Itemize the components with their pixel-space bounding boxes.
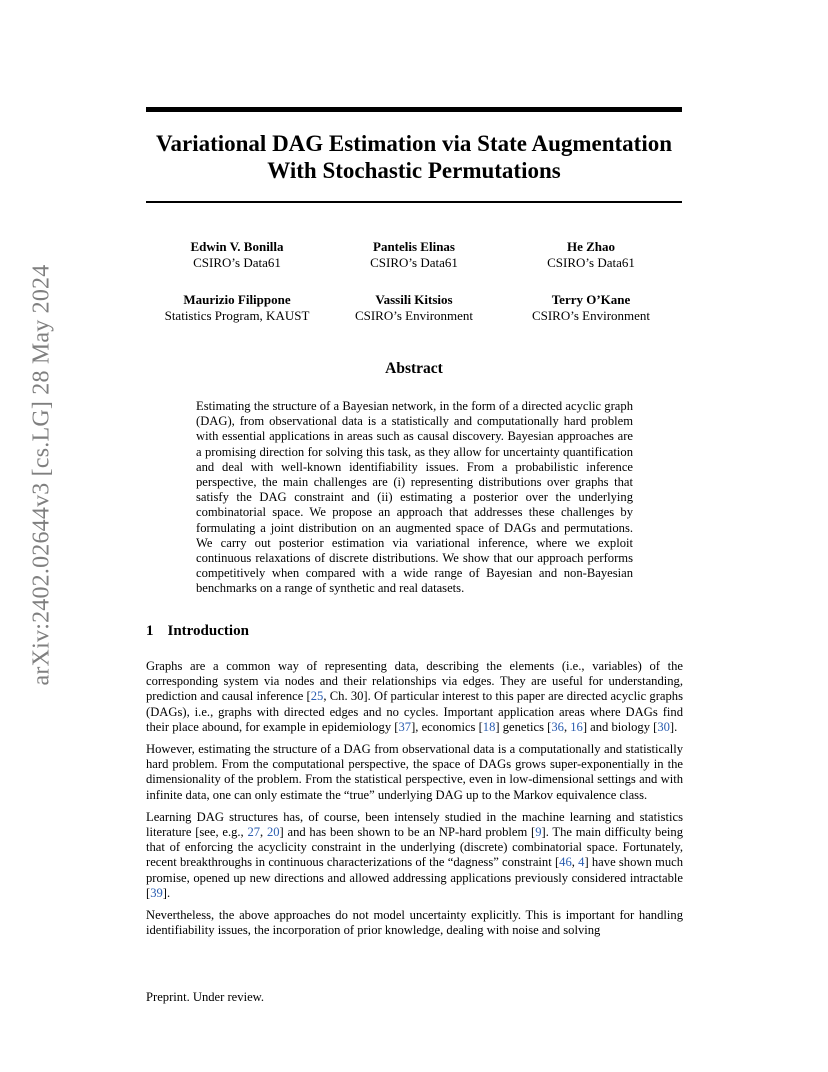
section-heading (146, 623, 249, 640)
text-run: , Ch. 30]. Of particular interest to this paper are directed acyclic graphs (DAGs), i.e., graphs with directed edges and no cycles. Important application areas where DAGs find their place abound, for example in epidemiology [ (146, 689, 683, 734)
author-affiliation: CSIRO’s Environment (354, 308, 474, 323)
author-block (146, 239, 682, 324)
author-affiliation: CSIRO’s Data61 (370, 255, 458, 270)
text-run: ]. The main difficulty being that of enforcing the acyclicity constraint in the underlying (discrete) combinatorial space. Fortunately, recent breakthroughs in continuous characterizations of the “dagness” constraint [ (146, 825, 684, 870)
text-run: ] and has been shown to be an NP-hard problem [ (279, 825, 536, 840)
author-entry (328, 239, 500, 271)
text-run: , (563, 719, 571, 734)
abstract-text: Estimating the structure of a Bayesian network, in the form of a directed acyclic graph (DAG), from observational data is a statistically and computationally hard problem with essential applications in areas such as causal discovery. Bayesian approaches are a promising direction for solving this task, as they allow for uncertainty quantification and deal with well-known identifiability issues. From a probabilistic inference perspective, the main challenges are (i) representing distributions over graphs that satisfy the DAG constraint and (ii) estimating a posterior over the underlying combinatorial space. We propose an approach that addresses these challenges by formulating a joint distribution on an augmented space of DAGs and permutations. We carry out posterior estimation via variational inference, where we exploit continuous relaxations of discrete distributions. We show that our approach performs competitively when compared with a wide range of Bayesian and non-Bayesian benchmarks on a range of synthetic and real datasets. (196, 399, 633, 596)
author-affiliation: CSIRO’s Environment (531, 308, 651, 323)
author-entry (328, 292, 500, 324)
title-line-1: Variational DAG Estimation via State Augmentation (155, 131, 673, 156)
paragraph: Nevertheless, the above approaches do not model uncertainty explicitly. This is important for handling identifiability issues, the incorporation of prior knowledge, dealing with noise and solving (146, 908, 683, 938)
paper-title (146, 130, 682, 184)
author-name: Terry O’Kane (551, 292, 631, 307)
citation-link[interactable]: 9 (535, 825, 542, 840)
text-run: Graphs are a common way of representing data, describing the elements (i.e., variables) of the corresponding system via nodes and their relationships via edges. They are useful for understanding, prediction and causal inference [ (146, 659, 683, 704)
title-top-rule (146, 107, 682, 112)
footer-note: Preprint. Under review. (146, 990, 265, 1004)
author-entry (500, 292, 682, 324)
citation-link[interactable]: 4 (578, 855, 585, 870)
citation-link[interactable]: 18 (482, 719, 496, 734)
author-name: Edwin V. Bonilla (190, 239, 284, 254)
author-name: Vassili Kitsios (375, 292, 453, 307)
text-run: ] have shown much promise, opened up new directions and allowed addressing applications previously considered intractable [ (146, 855, 684, 900)
citation-link[interactable]: 25 (310, 689, 324, 704)
text-run: ]. (669, 719, 678, 734)
section-title: Introduction (167, 623, 249, 639)
text-run: ]. (162, 885, 171, 900)
citation-link[interactable]: 30 (657, 719, 670, 734)
text-run: , (571, 855, 579, 870)
text-run: ] genetics [ (495, 719, 552, 734)
abstract-heading: Abstract (385, 360, 443, 377)
arxiv-side-stamp: arXiv:2402.02644v3 [cs.LG] 28 May 2024 (28, 264, 55, 686)
author-name: Pantelis Elinas (373, 239, 455, 254)
author-entry (146, 239, 328, 271)
citation-link[interactable]: 16 (570, 719, 583, 734)
text-run: ] and biology [ (582, 719, 658, 734)
text-run: , (260, 825, 267, 840)
citation-link[interactable]: 20 (266, 825, 280, 840)
author-affiliation: Statistics Program, KAUST (164, 308, 310, 323)
author-name: He Zhao (566, 239, 616, 254)
paragraph (146, 810, 683, 901)
author-name: Maurizio Filippone (183, 292, 291, 307)
text-run: Learning DAG structures has, of course, been intensely studied in the machine learning and statistics literature [see, e.g., (146, 809, 683, 840)
author-affiliation: CSIRO’s Data61 (547, 255, 635, 270)
introduction-body (146, 659, 683, 945)
title-line-2: With Stochastic Permutations (267, 158, 561, 183)
author-entry (146, 292, 328, 324)
section-number: 1 (146, 623, 154, 639)
title-bottom-rule (146, 201, 682, 203)
author-entry (500, 239, 682, 271)
citation-link[interactable]: 39 (150, 885, 163, 900)
text-run: ], economics [ (411, 719, 483, 734)
citation-link[interactable]: 37 (398, 719, 412, 734)
citation-link[interactable]: 46 (559, 855, 572, 870)
paragraph: However, estimating the structure of a DAG from observational data is a computationally and statistically hard problem. From the computational perspective, the space of DAGs grows super-exponentially in the dimensionality of the problem. From the statistical perspective, even in low-dimensional settings and with infinite data, one can only estimate the “true” underlying DAG up to the Markov equivalence class. (146, 742, 683, 802)
paragraph (146, 659, 683, 735)
citation-link[interactable]: 36 (551, 719, 564, 734)
citation-link[interactable]: 27 (247, 825, 261, 840)
author-affiliation: CSIRO’s Data61 (193, 255, 281, 270)
